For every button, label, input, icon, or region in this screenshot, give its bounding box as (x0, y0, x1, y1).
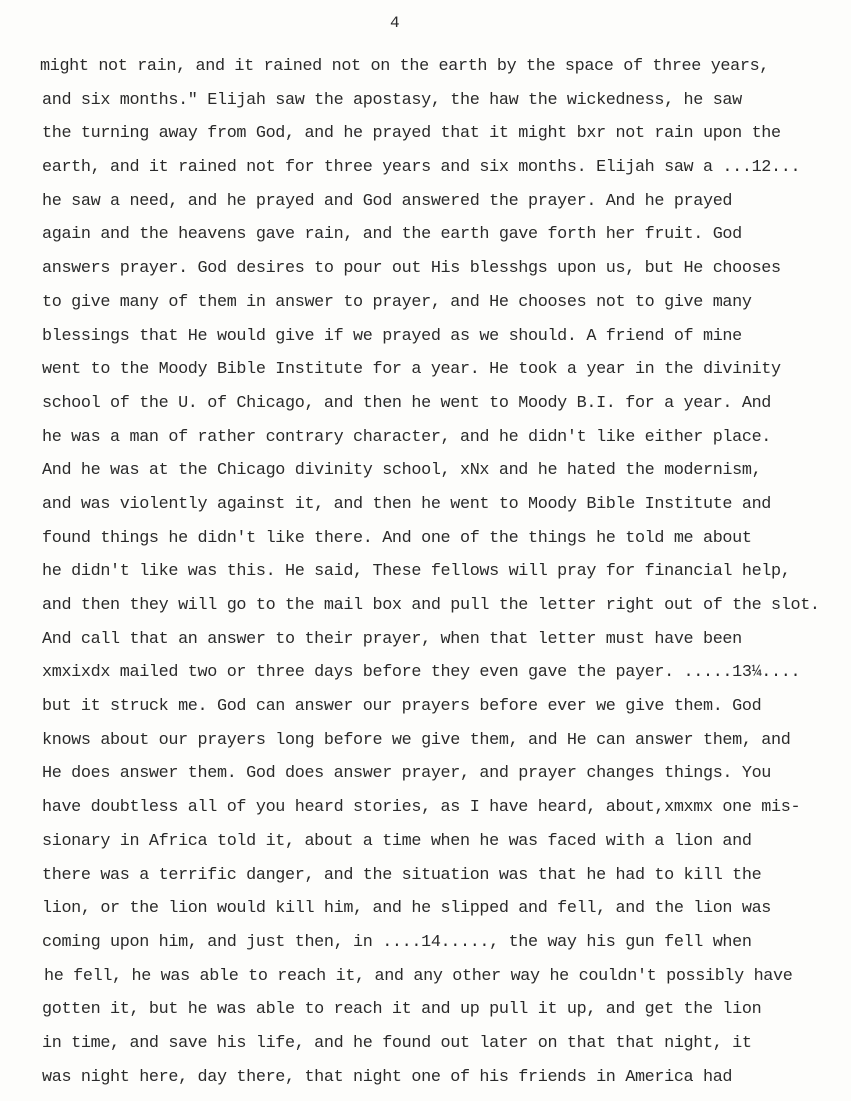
text-line: but it struck me. God can answer our prayers before ever we give them. God (42, 697, 762, 717)
text-line: school of the U. of Chicago, and then he went to Moody B.I. for a year. And (42, 393, 772, 413)
text-line: and was violently against it, and then he went to Moody Bible Institute and (42, 494, 772, 514)
text-line: lion, or the lion would kill him, and he slipped and fell, and the lion was (42, 899, 772, 919)
body-text (40, 54, 830, 1098)
text-line: there was a terrific danger, and the situation was that he had to kill the (42, 865, 762, 885)
text-line: again and the heavens gave rain, and the earth gave forth her fruit. God (42, 225, 742, 245)
text-line: have doubtless all of you heard stories, as I have heard, about,xmxmx one mis- (42, 798, 801, 818)
text-line: and then they will go to the mail box and pull the letter right out of the slot. (42, 596, 820, 615)
text-line: he fell, he was able to reach it, and any other way he couldn't possibly have (44, 966, 793, 986)
text-line: and six months." Elijah saw the apostasy, the haw the wickedness, he saw (42, 90, 742, 110)
text-line: he was a man of rather contrary character, and he didn't like either place. (42, 427, 772, 447)
text-line: he saw a need, and he prayed and God answered the prayer. And he prayed (42, 191, 733, 211)
text-line: knows about our prayers long before we give them, and He can answer them, and (42, 730, 791, 750)
text-line: in time, and save his life, and he found out later on that that night, it (42, 1033, 752, 1053)
text-line: gotten it, but he was able to reach it and up pull it up, and get the lion (42, 1000, 762, 1020)
text-line: answers prayer. God desires to pour out His blesshgs upon us, but He chooses (42, 259, 781, 279)
text-line: And he was at the Chicago divinity school, xNx and he hated the modernism, (42, 461, 762, 481)
text-line: went to the Moody Bible Institute for a year. He took a year in the divinity (42, 360, 781, 380)
page-number: 4 (390, 14, 401, 32)
text-line: coming upon him, and just then, in ....14....., the way his gun fell when (42, 932, 752, 952)
text-line: He does answer them. God does answer prayer, and prayer changes things. You (42, 764, 772, 784)
text-line: might not rain, and it rained not on the earth by the space of three years, (40, 57, 770, 76)
text-line: sionary in Africa told it, about a time when he was faced with a lion and (42, 831, 752, 851)
text-line: the turning away from God, and he prayed that it might bxr not rain upon the (42, 124, 781, 144)
text-line: he didn't like was this. He said, These fellows will pray for financial help, (42, 562, 791, 582)
text-line: And call that an answer to their prayer, when that letter must have been (42, 629, 742, 649)
text-line: was night here, day there, that night one of his friends in America had (42, 1067, 733, 1087)
text-line: to give many of them in answer to prayer, and He chooses not to give many (42, 292, 752, 312)
text-line: earth, and it rained not for three years and six months. Elijah saw a ...12... (42, 158, 801, 178)
text-line: blessings that He would give if we prayed as we should. A friend of mine (42, 326, 742, 346)
text-line: found things he didn't like there. And one of the things he told me about (42, 528, 752, 548)
text-line: xmxixdx mailed two or three days before they even gave the payer. .....13¼.... (42, 663, 801, 683)
